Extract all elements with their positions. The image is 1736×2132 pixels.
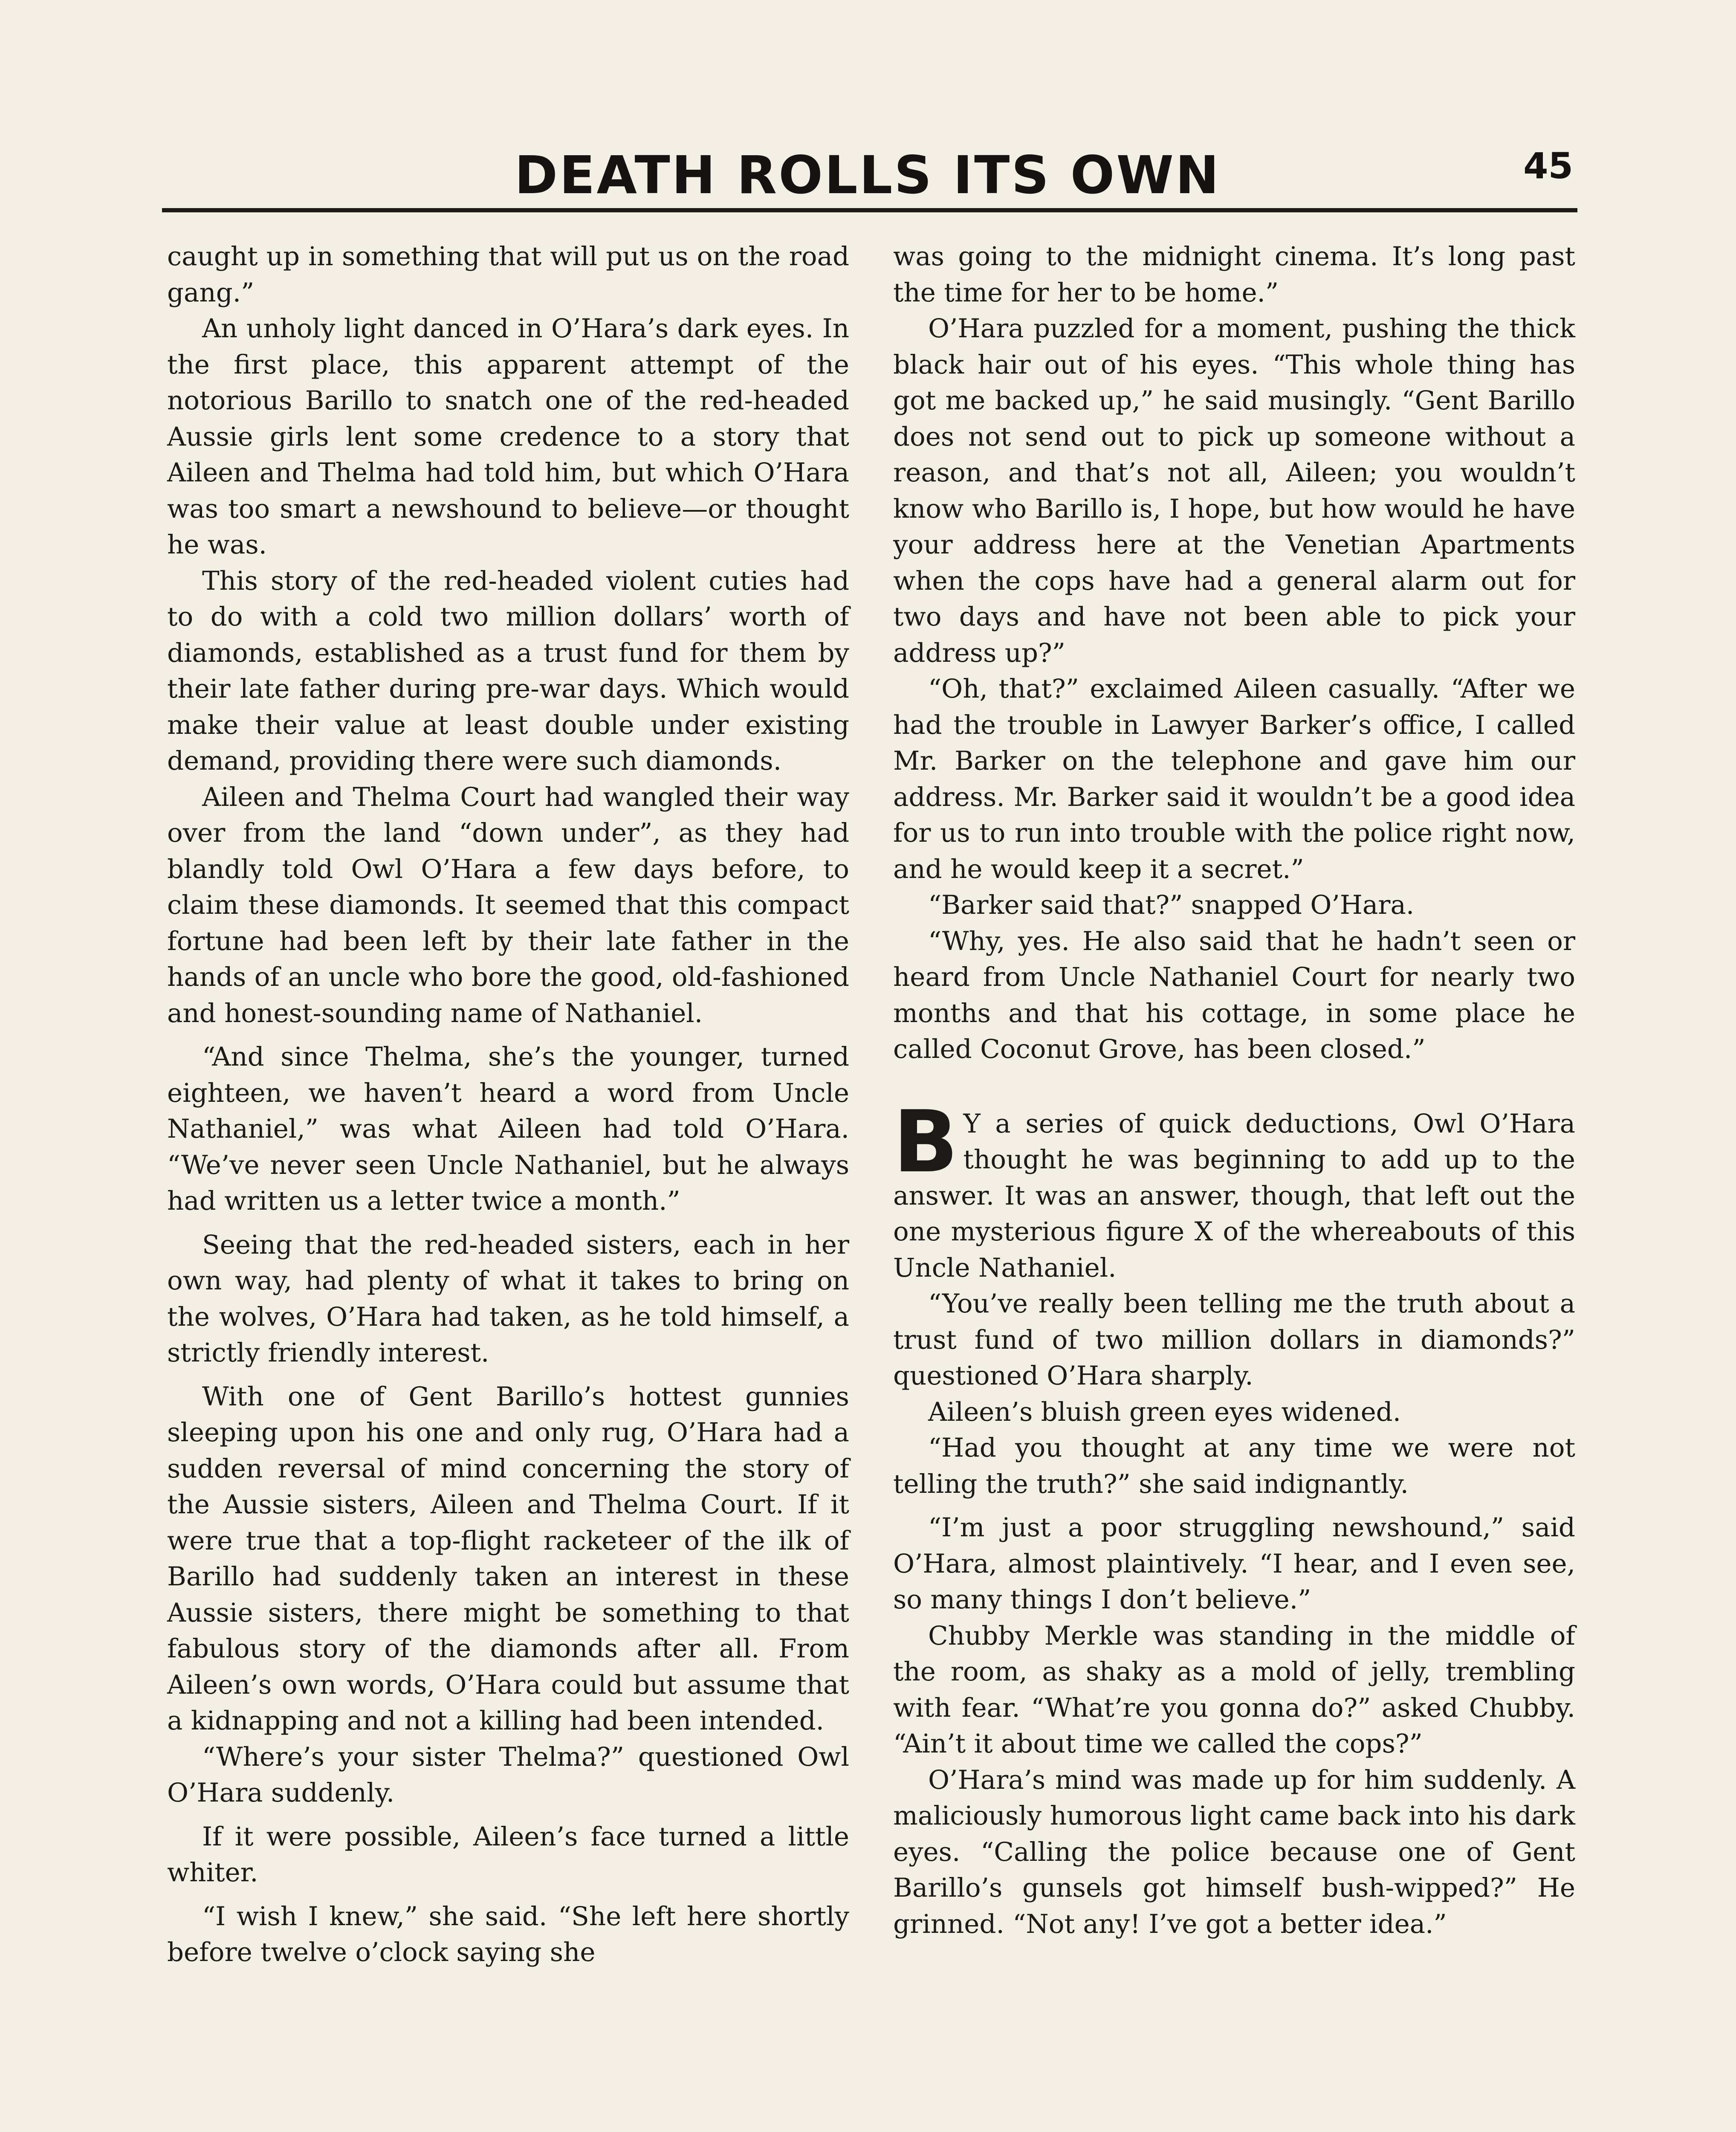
paragraph: O’Hara’s mind was made up for him suddenly. A maliciously humorous light came back into his dark eyes. “Calling the police because one of Gent Barillo’s gunsels got himself bush-wipped?” He grinned. “Not any! I’ve got a better idea.”: [893, 1764, 1575, 1939]
paragraph: “And since Thelma, she’s the younger, turned eighteen, we haven’t heard a word from Uncle Nathaniel,” was what Aileen had told O’Hara. “We’ve never seen Uncle Nathaniel, but he always had written us a letter twice a month.”: [167, 1042, 849, 1216]
paragraph: Aileen’s bluish green eyes widened.: [928, 1396, 1401, 1427]
section-opening-text: Y a series of quick deductions, Owl O’Hara thought he was beginning to add up to the answer. It was an answer, though, that left out the one mysterious figure X of the whereabouts of this Uncle Nathaniel.: [893, 1108, 1575, 1283]
section-opening-paragraph: [893, 1092, 1575, 1286]
paragraph: Chubby Merkle was standing in the middle of the room, as shaky as a mold of jelly, trembling with fear. “What’re you gonna do?” asked Chubby. “Ain’t it about time we called the cops?”: [893, 1620, 1575, 1759]
paragraph: Aileen and Thelma Court had wangled their way over from the land “down under”, as they had blandly told Owl O’Hara a few days before, to claim these diamonds. It seemed that this compact fortune had been left by their late father in the hands of an uncle who bore the good, old-fashioned and honest-sounding name of Nathaniel.: [167, 782, 849, 1028]
page-header: [162, 132, 1573, 205]
paragraph: If it were possible, Aileen’s face turned a little whiter.: [167, 1821, 849, 1888]
paragraph: Seeing that the red-headed sisters, each in her own way, had plenty of what it takes to bring on the wolves, O’Hara had taken, as he told himself, a strictly friendly interest.: [167, 1229, 849, 1368]
paragraph: “I’m just a poor struggling newshound,” said O’Hara, almost plaintively. “I hear, and I even see, so many things I don’t believe.”: [893, 1512, 1575, 1615]
drop-cap: B: [893, 1092, 958, 1192]
paragraph: “Oh, that?” exclaimed Aileen casually. “After we had the trouble in Lawyer Barker’s office, I called Mr. Barker on the telephone and gave him our address. Mr. Barker said it wouldn’t be a good idea for us to run into trouble with the police right now, and he would keep it a secret.”: [893, 674, 1575, 884]
left-column: [167, 239, 849, 1971]
paragraph: “Barker said that?” snapped O’Hara.: [928, 890, 1415, 920]
right-column: [893, 239, 1575, 1942]
paragraph: “Had you thought at any time we were not telling the truth?” she said indignantly.: [893, 1433, 1575, 1499]
paragraph: “I wish I knew,” she said. “She left here shortly before twelve o’clock saying she: [167, 1901, 849, 1967]
paragraph: This story of the red-headed violent cuties had to do with a cold two million dollars’ worth of diamonds, established as a trust fund for them by their late father during pre-war days. Which would make their value at least double under existing demand, providing there were such diamonds.: [167, 565, 849, 776]
header-rule: [162, 208, 1577, 212]
paragraph: “You’ve really been telling me the truth about a trust fund of two million dollars in diamonds?” questioned O’Hara sharply.: [893, 1289, 1575, 1391]
paragraph: An unholy light danced in O’Hara’s dark eyes. In the first place, this apparent attempt of the notorious Barillo to snatch one of the red-headed Aussie girls lent some credence to a story that Aileen and Thelma had told him, but which O’Hara was too smart a newshound to believe—or thought he was.: [167, 313, 849, 560]
paragraph: With one of Gent Barillo’s hottest gunnies sleeping upon his one and only rug, O’Hara had a sudden reversal of mind concerning the story of the Aussie sisters, Aileen and Thelma Court. If it were true that a top-flight racketeer of the ilk of Barillo had suddenly taken an interest in these Aussie sisters, there might be something to that fabulous story of the diamonds after all. From Aileen’s own words, O’Hara could but assume that a kidnapping and not a killing had been intended.: [167, 1381, 849, 1736]
page-number: 45: [1523, 145, 1573, 187]
paragraph: caught up in something that will put us on the road gang.”: [167, 241, 849, 308]
paragraph: “Why, yes. He also said that he hadn’t seen or heard from Uncle Nathaniel Court for nearly two months and that his cottage, in some place he called Coconut Grove, has been closed.”: [893, 926, 1575, 1064]
paragraph: O’Hara puzzled for a moment, pushing the thick black hair out of his eyes. “This whole thing has got me backed up,” he said musingly. “Gent Barillo does not send out to pick up someone without a reason, and that’s not all, Aileen; you wouldn’t know who Barillo is, I hope, but how would he have your address here at the Venetian Apartments when the cops have had a general alarm out for two days and have not been able to pick your address up?”: [893, 313, 1575, 668]
paragraph: “Where’s your sister Thelma?” questioned Owl O’Hara suddenly.: [167, 1741, 849, 1808]
running-title: DEATH ROLLS ITS OWN: [514, 145, 1221, 206]
paragraph: was going to the midnight cinema. It’s long past the time for her to be home.”: [893, 241, 1575, 308]
